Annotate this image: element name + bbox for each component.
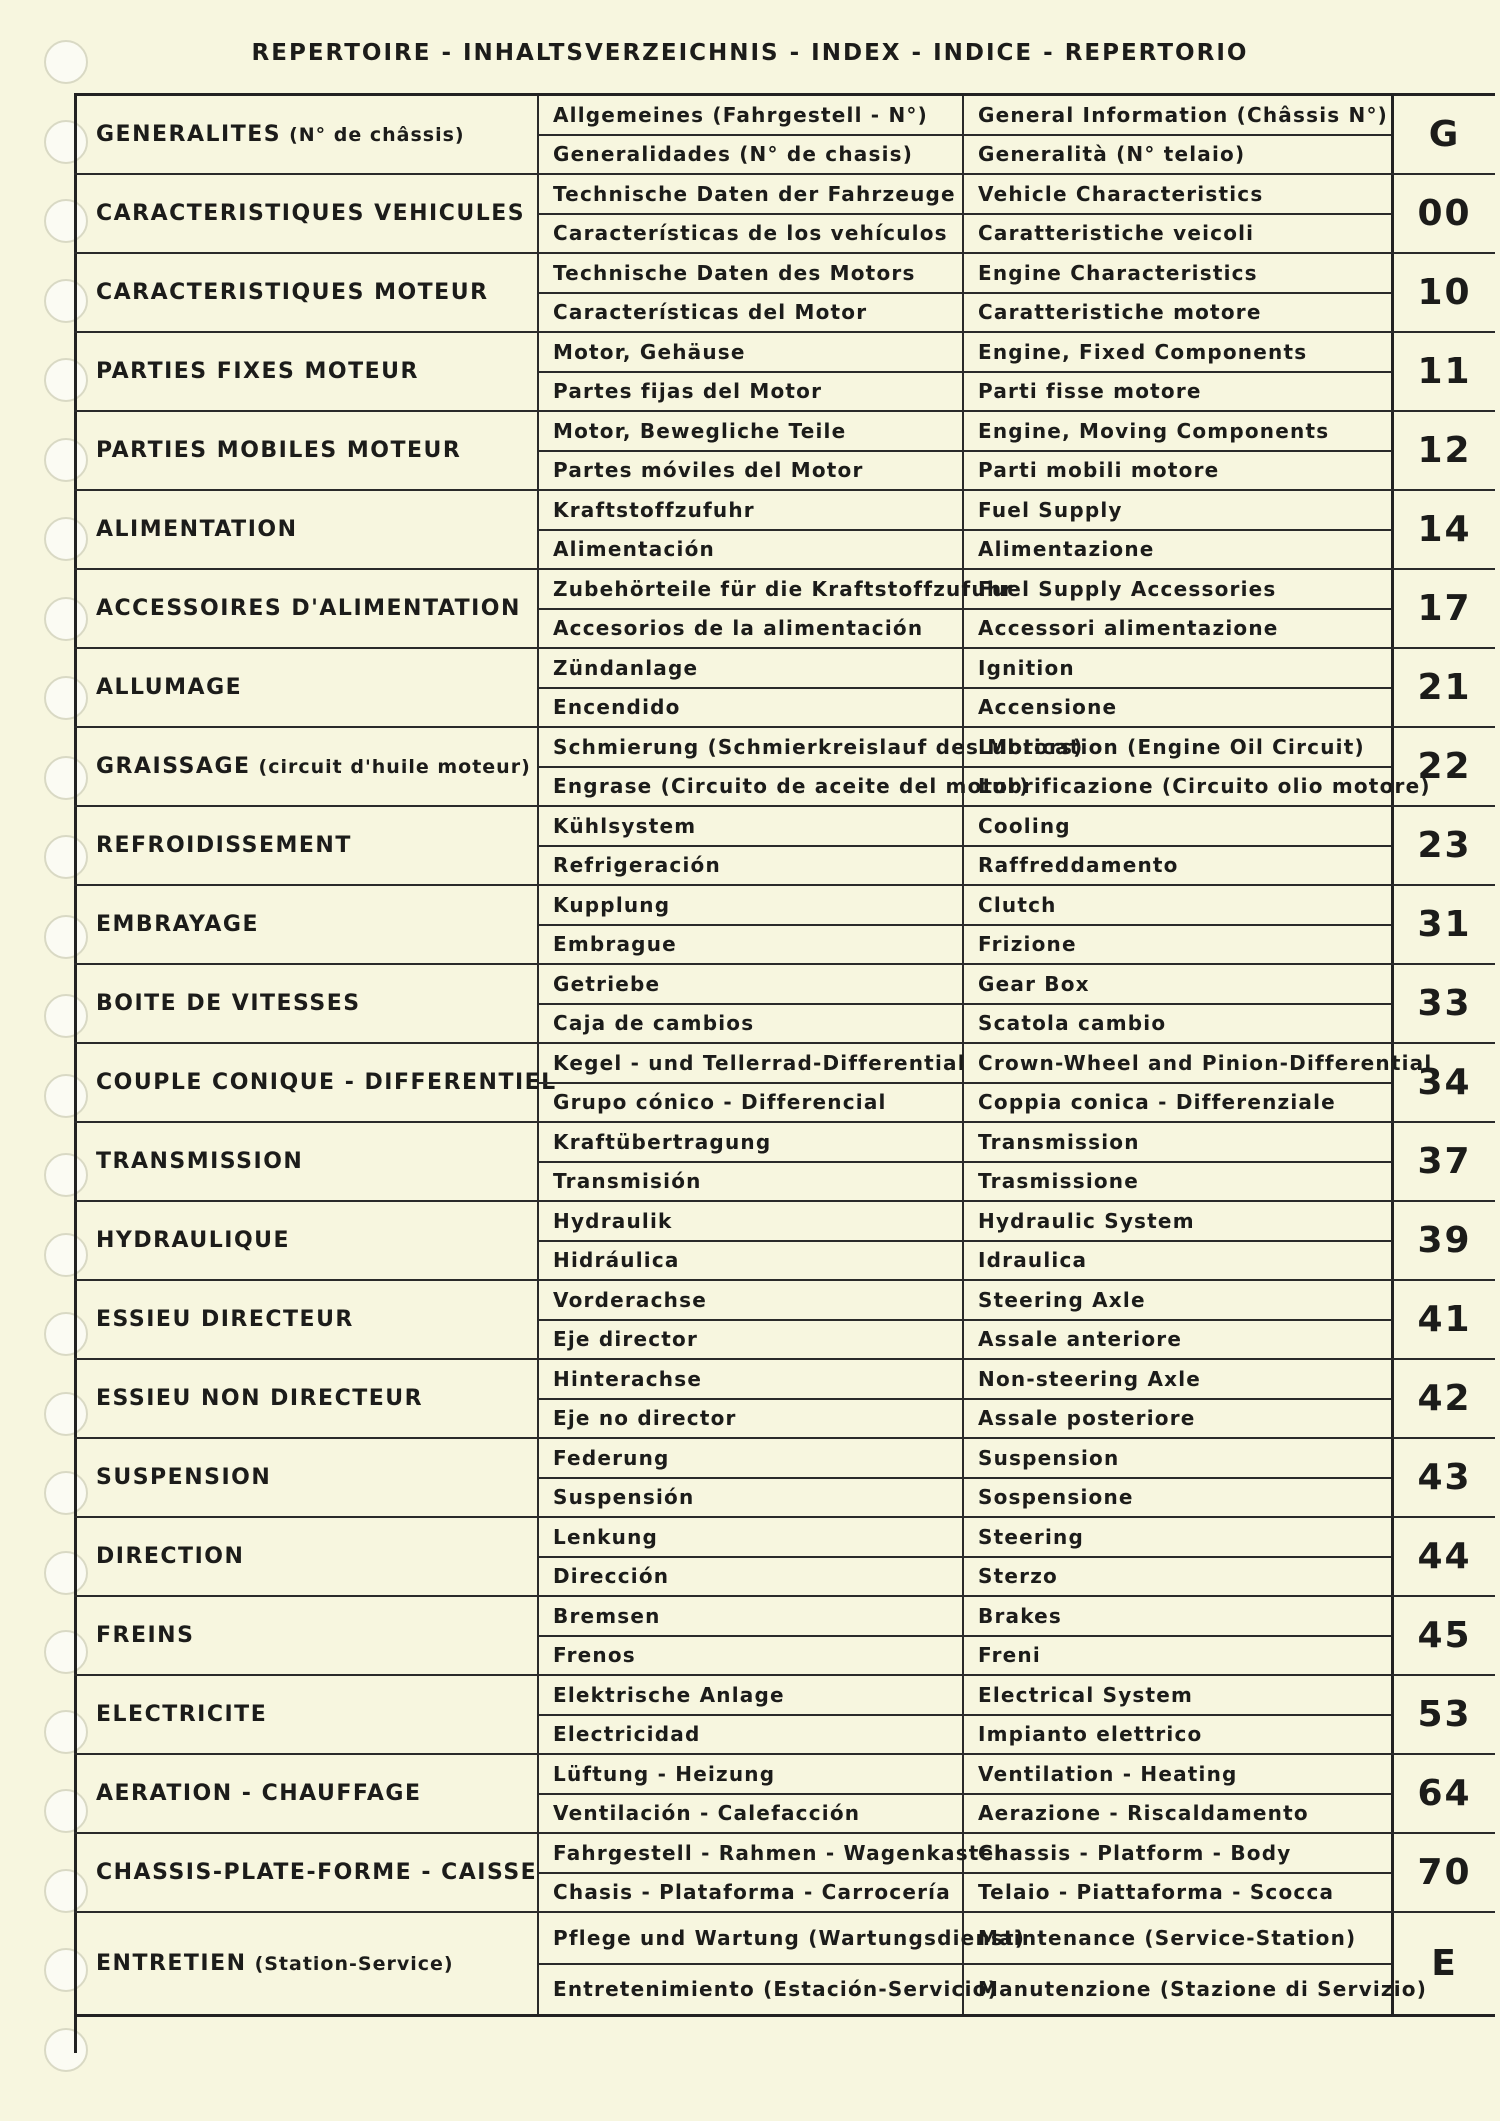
- index-row[interactable]: [74, 1360, 1495, 1439]
- section-code[interactable]: 41: [1417, 1299, 1472, 1340]
- english-label: Transmission: [964, 1123, 1391, 1163]
- section-code[interactable]: 14: [1417, 509, 1472, 550]
- page-title: REPERTOIRE - INHALTSVERZEICHNIS - INDEX - INDICE - REPERTORIO: [251, 40, 1249, 66]
- german-label: Kupplung: [539, 886, 962, 926]
- index-row[interactable]: [74, 649, 1495, 728]
- section-title: AERATION - CHAUFFAGE: [96, 1781, 422, 1806]
- german-label: Hinterachse: [539, 1360, 962, 1400]
- english-label: Steering Axle: [964, 1281, 1391, 1321]
- italian-label: Scatola cambio: [978, 1011, 1167, 1036]
- section-name-fr: [74, 412, 539, 489]
- index-row[interactable]: [74, 1123, 1495, 1202]
- section-name-fr: [74, 333, 539, 410]
- index-row[interactable]: [74, 886, 1495, 965]
- section-name-fr: [74, 965, 539, 1042]
- english-italian-cell: [964, 1518, 1394, 1595]
- section-code[interactable]: 53: [1417, 1694, 1472, 1735]
- german-label: Hydraulik: [539, 1202, 962, 1242]
- index-row[interactable]: [74, 1597, 1495, 1676]
- italian-label: Assale posteriore: [978, 1406, 1196, 1431]
- italian-label: Telaio - Piattaforma - Scocca: [978, 1880, 1335, 1905]
- spanish-label: Embrague: [553, 932, 677, 957]
- german-label: Lüftung - Heizung: [539, 1755, 962, 1795]
- english-italian-cell: [964, 1755, 1394, 1832]
- german-label: Vorderachse: [539, 1281, 962, 1321]
- english-italian-cell: [964, 728, 1431, 805]
- english-italian-cell: [964, 570, 1394, 647]
- section-name-fr: [74, 728, 539, 805]
- english-label: General Information (Châssis N°): [964, 96, 1391, 136]
- italian-label: Assale anteriore: [978, 1327, 1183, 1352]
- german-label: Technische Daten des Motors: [539, 254, 962, 294]
- index-row[interactable]: [74, 491, 1495, 570]
- german-spanish-cell: [539, 1518, 964, 1595]
- english-italian-cell: [964, 1676, 1394, 1753]
- section-title: CHASSIS-PLATE-FORME - CAISSE: [96, 1860, 538, 1885]
- german-spanish-cell: [539, 649, 964, 726]
- section-code[interactable]: 44: [1417, 1536, 1472, 1577]
- german-spanish-cell: [539, 807, 964, 884]
- german-label: Motor, Gehäuse: [539, 333, 962, 373]
- german-spanish-cell: [539, 965, 964, 1042]
- english-italian-cell: [964, 175, 1394, 252]
- italian-label: Parti fisse motore: [978, 379, 1202, 404]
- section-title: BOITE DE VITESSES: [96, 991, 361, 1016]
- section-name-fr: [74, 1676, 539, 1753]
- index-row[interactable]: [74, 965, 1495, 1044]
- section-name-fr: [74, 1834, 539, 1911]
- english-label: Fuel Supply Accessories: [964, 570, 1391, 610]
- section-name-fr: [74, 1755, 539, 1832]
- spanish-label: Suspensión: [553, 1485, 695, 1510]
- section-title: ELECTRICITE: [96, 1702, 268, 1727]
- italian-label: Parti mobili motore: [978, 458, 1220, 483]
- english-italian-cell: [964, 649, 1394, 726]
- section-title: PARTIES FIXES MOTEUR: [96, 359, 419, 384]
- section-code[interactable]: 22: [1417, 746, 1472, 787]
- english-italian-cell: [964, 1202, 1394, 1279]
- english-label: Gear Box: [964, 965, 1391, 1005]
- english-label: Steering: [964, 1518, 1391, 1558]
- section-name-fr: [74, 254, 539, 331]
- english-label: Engine Characteristics: [964, 254, 1391, 294]
- english-italian-cell: [964, 96, 1394, 173]
- italian-label: Sospensione: [978, 1485, 1134, 1510]
- section-name-fr: [74, 491, 539, 568]
- section-title: GRAISSAGE: [96, 754, 251, 779]
- german-label: Kegel - und Tellerrad-Differential: [539, 1044, 962, 1084]
- english-label: Engine, Moving Components: [964, 412, 1391, 452]
- english-label: Non-steering Axle: [964, 1360, 1391, 1400]
- italian-label: Alimentazione: [978, 537, 1155, 562]
- english-label: Engine, Fixed Components: [964, 333, 1391, 373]
- spanish-label: Dirección: [553, 1564, 670, 1589]
- spanish-label: Frenos: [553, 1643, 636, 1668]
- spanish-label: Generalidades (N° de chasis): [553, 142, 914, 167]
- italian-label: Caratteristiche veicoli: [978, 221, 1255, 246]
- spanish-label: Ventilación - Calefacción: [553, 1801, 861, 1826]
- section-code[interactable]: 43: [1417, 1457, 1472, 1498]
- english-label: Cooling: [964, 807, 1391, 847]
- german-label: Getriebe: [539, 965, 962, 1005]
- english-label: Crown-Wheel and Pinion-Differential: [964, 1044, 1391, 1084]
- section-title: ACCESSOIRES D'ALIMENTATION: [96, 596, 521, 621]
- english-italian-cell: [964, 1597, 1394, 1674]
- italian-label: Raffreddamento: [978, 853, 1179, 878]
- italian-label: Accensione: [978, 695, 1118, 720]
- english-label: Chassis - Platform - Body: [964, 1834, 1391, 1874]
- english-label: Vehicle Characteristics: [964, 175, 1391, 215]
- index-row[interactable]: [74, 728, 1495, 807]
- english-label: Fuel Supply: [964, 491, 1391, 531]
- spanish-label: Características del Motor: [553, 300, 868, 325]
- english-label: Lubrication (Engine Oil Circuit): [964, 728, 1391, 768]
- german-spanish-cell: [539, 1597, 964, 1674]
- section-code[interactable]: 37: [1417, 1141, 1472, 1182]
- section-title: CARACTERISTIQUES MOTEUR: [96, 280, 489, 305]
- index-row[interactable]: [74, 570, 1495, 649]
- section-name-fr: [74, 570, 539, 647]
- section-title: CARACTERISTIQUES VEHICULES: [96, 201, 526, 226]
- section-name-fr: [74, 1202, 539, 1279]
- index-row[interactable]: [74, 1834, 1495, 1913]
- german-spanish-cell: [539, 1913, 1026, 2014]
- section-name-fr: [74, 1360, 539, 1437]
- english-italian-cell: [964, 965, 1394, 1042]
- english-label: Clutch: [964, 886, 1391, 926]
- index-row[interactable]: [74, 1202, 1495, 1281]
- index-row[interactable]: [74, 1439, 1495, 1518]
- italian-label: Manutenzione (Stazione di Servizio): [978, 1977, 1428, 2002]
- italian-label: Freni: [978, 1643, 1041, 1668]
- section-title: DIRECTION: [96, 1544, 245, 1569]
- section-name-fr: [74, 1913, 539, 2014]
- index-table: [74, 93, 1495, 2017]
- section-title: PARTIES MOBILES MOTEUR: [96, 438, 462, 463]
- english-italian-cell: [964, 1913, 1428, 2014]
- section-code[interactable]: 45: [1417, 1615, 1472, 1656]
- binder-hole: [44, 40, 88, 84]
- section-title: HYDRAULIQUE: [96, 1228, 291, 1253]
- german-spanish-cell: [539, 1360, 964, 1437]
- german-spanish-cell: [539, 1281, 964, 1358]
- index-row[interactable]: [74, 333, 1495, 412]
- german-spanish-cell: [539, 1755, 964, 1832]
- german-spanish-cell: [539, 175, 964, 252]
- section-code[interactable]: 33: [1417, 983, 1472, 1024]
- spanish-label: Electricidad: [553, 1722, 701, 1747]
- section-name-fr: [74, 1281, 539, 1358]
- italian-label: Aerazione - Riscaldamento: [978, 1801, 1309, 1826]
- spanish-label: Eje director: [553, 1327, 699, 1352]
- german-label: Kraftübertragung: [539, 1123, 962, 1163]
- index-row[interactable]: [74, 1281, 1495, 1360]
- english-italian-cell: [964, 886, 1394, 963]
- index-row[interactable]: [74, 1044, 1495, 1123]
- german-label: Zubehörteile für die Kraftstoffzufuhr: [539, 570, 962, 610]
- italian-label: Frizione: [978, 932, 1077, 957]
- german-label: Motor, Bewegliche Teile: [539, 412, 962, 452]
- english-italian-cell: [964, 491, 1394, 568]
- section-code[interactable]: 21: [1417, 667, 1472, 708]
- section-name-fr: [74, 96, 539, 173]
- english-label: Ignition: [964, 649, 1391, 689]
- german-label: Fahrgestell - Rahmen - Wagenkasten: [539, 1834, 962, 1874]
- english-label: Brakes: [964, 1597, 1391, 1637]
- german-spanish-cell: [539, 1439, 964, 1516]
- spanish-label: Transmisión: [553, 1169, 702, 1194]
- section-name-fr: [74, 1597, 539, 1674]
- section-name-fr: [74, 886, 539, 963]
- index-row[interactable]: [74, 96, 1495, 175]
- section-title: COUPLE CONIQUE - DIFFERENTIEL: [96, 1070, 557, 1095]
- section-code[interactable]: 34: [1417, 1062, 1472, 1103]
- german-spanish-cell: [539, 412, 964, 489]
- english-label: Hydraulic System: [964, 1202, 1391, 1242]
- index-row[interactable]: [74, 254, 1495, 333]
- english-label: Ventilation - Heating: [964, 1755, 1391, 1795]
- section-code[interactable]: 70: [1417, 1852, 1472, 1893]
- english-italian-cell: [964, 807, 1394, 884]
- italian-label: Generalità (N° telaio): [978, 142, 1246, 167]
- section-title: TRANSMISSION: [96, 1149, 304, 1174]
- italian-label: Coppia conica - Differenziale: [978, 1090, 1336, 1115]
- index-row[interactable]: [74, 1913, 1495, 2014]
- italian-label: Idraulica: [978, 1248, 1088, 1273]
- section-name-fr: [74, 175, 539, 252]
- section-subtitle: (circuit d'huile moteur): [258, 755, 531, 778]
- spanish-label: Entretenimiento (Estación-Servicio): [553, 1977, 998, 2002]
- section-title: ENTRETIEN: [96, 1951, 247, 1976]
- section-title: ALLUMAGE: [96, 675, 243, 700]
- german-spanish-cell: [539, 1044, 964, 1121]
- english-italian-cell: [964, 412, 1394, 489]
- english-italian-cell: [964, 1360, 1394, 1437]
- section-subtitle: (Station-Service): [254, 1952, 454, 1975]
- english-italian-cell: [964, 333, 1394, 410]
- english-italian-cell: [964, 254, 1394, 331]
- spanish-label: Chasis - Plataforma - Carrocería: [553, 1880, 951, 1905]
- section-name-fr: [74, 1518, 539, 1595]
- index-row[interactable]: [74, 412, 1495, 491]
- german-spanish-cell: [539, 570, 1014, 647]
- section-name-fr: [74, 807, 539, 884]
- german-spanish-cell: [539, 491, 964, 568]
- section-title: ESSIEU DIRECTEUR: [96, 1307, 354, 1332]
- section-code[interactable]: 10: [1417, 272, 1472, 313]
- spanish-label: Grupo cónico - Differencial: [553, 1090, 887, 1115]
- italian-label: Impianto elettrico: [978, 1722, 1203, 1747]
- german-label: Lenkung: [539, 1518, 962, 1558]
- section-name-fr: [74, 1123, 539, 1200]
- section-title: SUSPENSION: [96, 1465, 272, 1490]
- section-subtitle: (N° de châssis): [289, 123, 465, 146]
- german-label: Pflege und Wartung (Wartungsdienst): [539, 1913, 962, 1965]
- spanish-label: Engrase (Circuito de aceite del motor): [553, 774, 1030, 799]
- section-title: GENERALITES: [96, 122, 282, 147]
- section-code[interactable]: 39: [1417, 1220, 1472, 1261]
- german-spanish-cell: [539, 886, 964, 963]
- section-code[interactable]: G: [1428, 114, 1461, 155]
- spanish-label: Eje no director: [553, 1406, 737, 1431]
- spanish-label: Partes móviles del Motor: [553, 458, 864, 483]
- german-spanish-cell: [539, 333, 964, 410]
- german-spanish-cell: [539, 1834, 1010, 1911]
- section-code[interactable]: 23: [1417, 825, 1472, 866]
- german-label: Federung: [539, 1439, 962, 1479]
- section-name-fr: [74, 649, 539, 726]
- binder-hole: [44, 2028, 88, 2072]
- english-italian-cell: [964, 1281, 1394, 1358]
- section-name-fr: [74, 1044, 557, 1121]
- german-spanish-cell: [539, 96, 964, 173]
- spanish-label: Hidráulica: [553, 1248, 680, 1273]
- spanish-label: Partes fijas del Motor: [553, 379, 823, 404]
- german-label: Allgemeines (Fahrgestell - N°): [539, 96, 962, 136]
- spanish-label: Caja de cambios: [553, 1011, 755, 1036]
- german-spanish-cell: [539, 1202, 964, 1279]
- german-label: Kraftstoffzufuhr: [539, 491, 962, 531]
- section-code[interactable]: 42: [1417, 1378, 1472, 1419]
- section-title: REFROIDISSEMENT: [96, 833, 352, 858]
- spanish-label: Características de los vehículos: [553, 221, 948, 246]
- spanish-label: Accesorios de la alimentación: [553, 616, 924, 641]
- english-label: Suspension: [964, 1439, 1391, 1479]
- english-label: Maintenance (Service-Station): [964, 1913, 1391, 1965]
- spanish-label: Refrigeración: [553, 853, 721, 878]
- index-row[interactable]: [74, 175, 1495, 254]
- section-code[interactable]: 17: [1417, 588, 1472, 629]
- german-spanish-cell: [539, 254, 964, 331]
- italian-label: Lubrificazione (Circuito olio motore): [978, 774, 1431, 799]
- english-italian-cell: [964, 1044, 1433, 1121]
- english-italian-cell: [964, 1123, 1394, 1200]
- german-label: Zündanlage: [539, 649, 962, 689]
- german-label: Kühlsystem: [539, 807, 962, 847]
- spanish-label: Encendido: [553, 695, 681, 720]
- italian-label: Caratteristiche motore: [978, 300, 1262, 325]
- section-title: EMBRAYAGE: [96, 912, 259, 937]
- section-code[interactable]: 00: [1417, 193, 1472, 234]
- german-spanish-cell: [539, 1123, 964, 1200]
- italian-label: Accessori alimentazione: [978, 616, 1279, 641]
- german-label: Technische Daten der Fahrzeuge: [539, 175, 962, 215]
- german-spanish-cell: [539, 728, 1084, 805]
- section-code[interactable]: 12: [1417, 430, 1472, 471]
- italian-label: Trasmissione: [978, 1169, 1140, 1194]
- spanish-label: Alimentación: [553, 537, 715, 562]
- italian-label: Sterzo: [978, 1564, 1058, 1589]
- section-code[interactable]: 64: [1417, 1773, 1472, 1814]
- section-code[interactable]: 11: [1417, 351, 1472, 392]
- index-row[interactable]: [74, 1518, 1495, 1597]
- section-title: FREINS: [96, 1623, 195, 1648]
- english-italian-cell: [964, 1834, 1394, 1911]
- section-title: ALIMENTATION: [96, 517, 298, 542]
- index-row[interactable]: [74, 1755, 1495, 1834]
- german-label: Bremsen: [539, 1597, 962, 1637]
- section-code[interactable]: E: [1431, 1943, 1458, 1984]
- german-label: Elektrische Anlage: [539, 1676, 962, 1716]
- section-code[interactable]: 31: [1417, 904, 1472, 945]
- section-name-fr: [74, 1439, 539, 1516]
- english-label: Electrical System: [964, 1676, 1391, 1716]
- english-italian-cell: [964, 1439, 1394, 1516]
- german-spanish-cell: [539, 1676, 964, 1753]
- index-row[interactable]: [74, 807, 1495, 886]
- index-row[interactable]: [74, 1676, 1495, 1755]
- german-label: Schmierung (Schmierkreislauf des Motors): [539, 728, 962, 768]
- section-title: ESSIEU NON DIRECTEUR: [96, 1386, 424, 1411]
